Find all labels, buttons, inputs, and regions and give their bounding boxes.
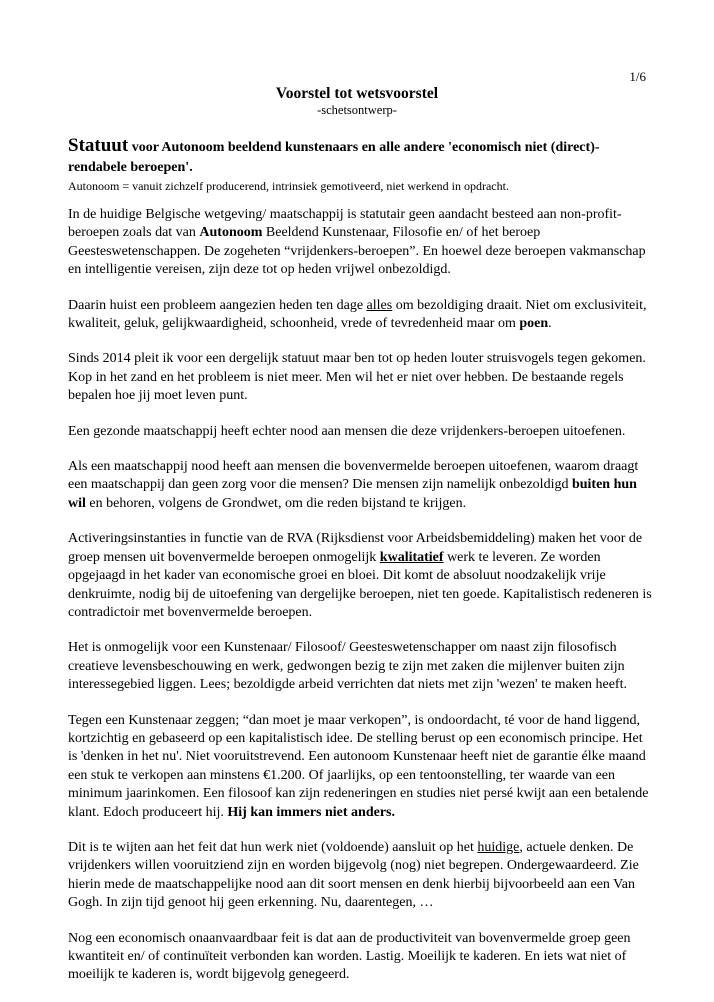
paragraph-6	[68, 530, 652, 622]
bold-run: Autonoom	[199, 225, 263, 241]
paragraph-9	[68, 839, 652, 913]
paragraph-2	[68, 297, 652, 334]
text-run: .	[548, 316, 552, 332]
text-run: In de huidige Belgische wetgeving/ maatschappij is statutair geen aandacht besteed aan non-profit-beroepen zoals dat van	[68, 207, 622, 241]
document-subtitle: -schetsontwerp-	[317, 103, 397, 117]
paragraph-8	[68, 712, 652, 822]
paragraph-1	[68, 206, 652, 280]
heading-rest: voor Autonoom beeldend kunstenaars en alle andere 'economisch niet (direct)-rendabele beroepen'.	[68, 140, 600, 175]
text-run: om bezoldiging draait. Niet om exclusiviteit, kwaliteit, geluk, gelijkwaardigheid, schoonheid, vrede of tevredenheid maar om	[68, 297, 647, 332]
text-run: werk te leveren. Ze worden opgejaagd in het kader van economische groei en bloei. Dit komt de absoluut noodzakelijk vrije denkruimte, nodig bij de uitoefening van dergelijke beroepen, niet ten goede. Kapitalistisch redeneren is contradictoir met bovenvermelde beroepen.	[68, 549, 652, 620]
paragraph-4: Een gezonde maatschappij heeft echter nood aan mensen die deze vrijdenkers-beroepen uitoefenen.	[68, 423, 626, 439]
underlined-run: huidige	[477, 839, 520, 855]
text-run: Beeldend Kunstenaar, Filosofie en/ of het beroep Geesteswetenschappen. De zogeheten “vrijdenkers-beroepen”. En hoewel deze beroepen vakmanschap en intelligentie vereisen, zijn deze tot op heden vrijwel onbezoldigd.	[68, 225, 646, 278]
bold-underlined-run: kwalitatief	[379, 549, 444, 565]
bold-run: poen	[519, 316, 549, 332]
definition-line: Autonoom = vanuit zichzelf producerend, intrinsiek gemotiveerd, niet werkend in opdracht.	[68, 179, 509, 193]
heading-keyword: Statuut	[68, 135, 129, 156]
bold-run: buiten hun wil	[68, 477, 637, 511]
underlined-run: alles	[366, 297, 393, 313]
text-run: , actuele denken. De vrijdenkers willen vooruitziend zijn en worden bijgevolg (nog) niet begrepen. Ondergewaardeerd. Zie hierin mede de maatschappelijke nood aan dit soort mensen en denk hierbij bijvoorbeeld aan een Van Gogh. In zijn tijd genoot hij geen erkenning. Nu, daarentegen, …	[68, 839, 639, 911]
text-run: Als een maatschappij nood heeft aan mensen die bovenvermelde beroepen uitoefenen, waarom draagt een maatschappij dan geen zorg voor die mensen? Die mensen zijn namelijk onbezoldigd	[68, 459, 639, 493]
document-title: Voorstel tot wetsvoorstel	[275, 85, 439, 102]
text-run: Activeringsinstanties in functie van de RVA (Rijksdienst voor Arbeidsbemiddeling) maken het voor de groep mensen uit bovenvermelde beroepen onmogelijk	[68, 531, 643, 565]
paragraph-3: Sinds 2014 pleit ik voor een dergelijk statuut maar ben tot op heden louter struisvogels tegen gekomen. Kop in het zand en het probleem is niet meer. Men wil het er niet over hebben. De bestaande regels bepalen hoe jij moet leven punt.	[68, 351, 646, 404]
paragraph-5	[68, 458, 652, 513]
text-run: Daarin huist een probleem aangezien heden ten dage	[68, 297, 367, 313]
page-number: 1/6	[629, 69, 646, 84]
text-run: Dit is te wijten aan het feit dat hun werk niet (voldoende) aansluit op het	[68, 839, 478, 855]
text-run: Tegen een Kunstenaar zeggen; “dan moet je maar verkopen”, is ondoordacht, té voor de hand liggend, kortzichtig en gebaseerd op een kapitalistisch idee. De stelling berust op een economisch principe. Het is 'denken in het nu'. Niet vooruitstrevend. Een autonoom Kunstenaar heeft niet de garantie élke maand een stuk te verkopen aan minstens €1.200. Of jaarlijks, op een tentoonstelling, ter waarde van een minimum jaarinkomen. Een filosoof kan zijn redeneringen en studies niet persé kwijt aan een betalende klant. Edoch produceert hij.	[68, 712, 649, 820]
bold-run: Hij kan immers niet anders.	[227, 804, 396, 820]
paragraph-10: Nog een economisch onaanvaardbaar feit is dat aan de productiviteit van bovenvermelde groep geen kwantiteit en/ of continuïteit verbonden kan worden. Lastig. Moeilijk te kaderen. En iets wat niet of moeilijk te kaderen is, wordt bijgevolg genegeerd.	[68, 930, 631, 983]
paragraph-7: Het is onmogelijk voor een Kunstenaar/ Filosoof/ Geesteswetenschapper om naast zijn filosofisch creatieve levensbeschouwing en werk, gedwongen bezig te zijn met zaken die mijlenver buiten zijn interessegebied liggen. Lees; bezoldigde arbeid verrichten dat niets met zijn 'wezen' te maken heeft.	[68, 640, 627, 693]
statuut-heading	[68, 136, 652, 178]
document-body	[68, 136, 652, 1002]
text-run: en behoren, volgens de Grondwet, om die reden bijstand te krijgen.	[85, 495, 467, 511]
